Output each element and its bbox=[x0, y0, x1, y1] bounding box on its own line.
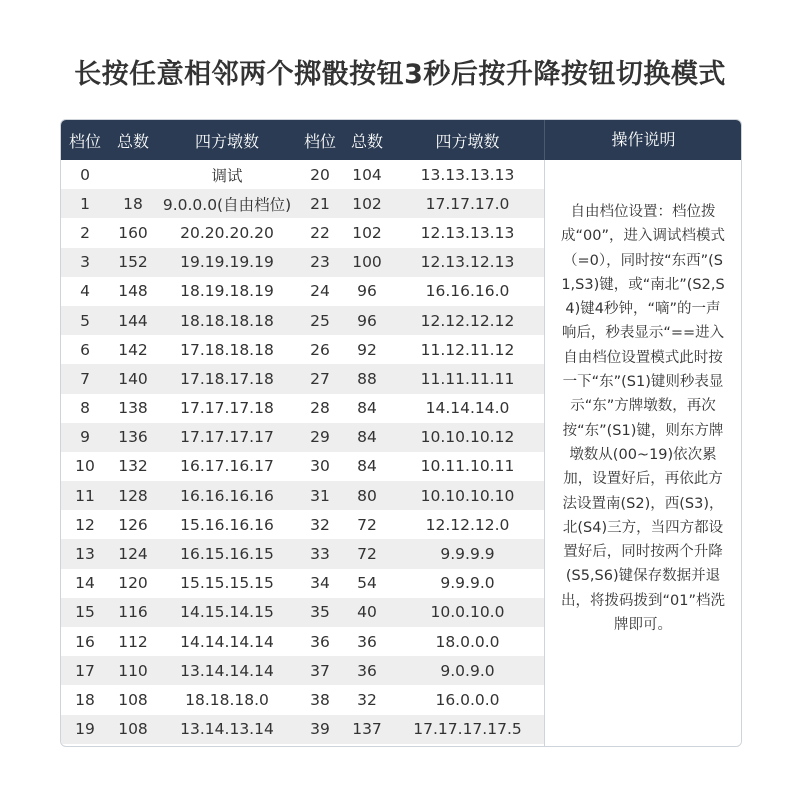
table-cell: 9.0.0.0(自由档位) bbox=[162, 195, 292, 214]
table-cell bbox=[109, 160, 157, 189]
table-cell: 104 bbox=[352, 165, 382, 184]
table-cell: 138 bbox=[118, 399, 148, 418]
table-row bbox=[61, 627, 544, 656]
table-row bbox=[61, 306, 544, 335]
table-cell: 调试 bbox=[211, 166, 243, 185]
header-stacks-2: 四方墩数 bbox=[435, 131, 500, 151]
table-cell: 17.17.17.17 bbox=[180, 428, 274, 447]
table-cell: 10.0.10.0 bbox=[430, 603, 505, 622]
table-cell: 140 bbox=[118, 369, 148, 388]
table-cell: 23 bbox=[310, 253, 330, 272]
table-cell: 18 bbox=[75, 690, 95, 709]
gear-table bbox=[61, 120, 544, 744]
table-header-row bbox=[61, 120, 544, 160]
table-row bbox=[61, 364, 544, 393]
table-cell: 9.9.9.9 bbox=[440, 545, 495, 564]
table-cell: 148 bbox=[118, 282, 148, 301]
header-total: 总数 bbox=[116, 131, 149, 151]
table-cell: 84 bbox=[357, 399, 377, 418]
table-cell: 17.18.18.18 bbox=[180, 340, 274, 359]
table-row bbox=[61, 335, 544, 364]
table-cell: 18.0.0.0 bbox=[435, 632, 500, 651]
table-cell: 13 bbox=[75, 545, 95, 564]
table-cell: 38 bbox=[310, 690, 330, 709]
table-cell: 26 bbox=[310, 340, 330, 359]
table-cell: 19 bbox=[75, 720, 95, 739]
table-cell: 16.16.16.0 bbox=[425, 282, 510, 301]
table-cell: 152 bbox=[118, 253, 148, 272]
table-cell: 142 bbox=[118, 340, 148, 359]
table-cell: 128 bbox=[118, 486, 148, 505]
table-row bbox=[61, 715, 544, 744]
table-row bbox=[61, 394, 544, 423]
table-row bbox=[61, 277, 544, 306]
table-cell: 32 bbox=[357, 690, 377, 709]
table-cell: 10.10.10.12 bbox=[420, 428, 515, 447]
table-cell: 136 bbox=[118, 428, 148, 447]
table-cell: 28 bbox=[310, 399, 330, 418]
table-cell: 11 bbox=[75, 486, 95, 505]
table-row bbox=[61, 510, 544, 539]
table-cell: 1 bbox=[80, 194, 90, 213]
table-cell: 16.0.0.0 bbox=[435, 690, 500, 709]
table-cell: 9 bbox=[80, 428, 90, 447]
table-cell: 10.11.10.11 bbox=[420, 457, 515, 476]
table-cell: 13.13.13.13 bbox=[420, 165, 515, 184]
table-cell: 16.17.16.17 bbox=[180, 457, 274, 476]
table-cell: 27 bbox=[310, 369, 330, 388]
table-cell: 100 bbox=[352, 253, 382, 272]
table-cell: 10 bbox=[75, 457, 95, 476]
table-cell: 34 bbox=[310, 574, 330, 593]
table-body bbox=[61, 160, 544, 744]
table-cell: 11.12.11.12 bbox=[420, 340, 515, 359]
table-cell: 20.20.20.20 bbox=[180, 223, 274, 242]
table-cell: 160 bbox=[118, 223, 148, 242]
table-cell: 33 bbox=[310, 545, 330, 564]
table-cell: 24 bbox=[310, 282, 330, 301]
table-cell: 108 bbox=[118, 690, 148, 709]
table-cell: 12.13.12.13 bbox=[420, 253, 515, 272]
table-cell: 6 bbox=[80, 340, 90, 359]
table-cell: 20 bbox=[310, 165, 330, 184]
table-cell: 36 bbox=[310, 632, 330, 651]
table-cell: 39 bbox=[310, 720, 330, 739]
table-cell: 12.13.13.13 bbox=[420, 223, 515, 242]
table-cell: 14.14.14.0 bbox=[425, 399, 510, 418]
table-cell: 17.17.17.18 bbox=[180, 399, 274, 418]
table-cell: 96 bbox=[357, 282, 377, 301]
header-stacks: 四方墩数 bbox=[194, 131, 259, 151]
table-cell: 102 bbox=[352, 194, 382, 213]
table-cell: 120 bbox=[118, 574, 148, 593]
table-cell: 13.14.14.14 bbox=[180, 661, 274, 680]
table-cell: 36 bbox=[357, 632, 377, 651]
table-cell: 8 bbox=[80, 399, 90, 418]
table-cell: 35 bbox=[310, 603, 330, 622]
table-cell: 80 bbox=[357, 486, 377, 505]
page-title: 长按任意相邻两个掷骰按钮3秒后按升降按钮切换模式 bbox=[74, 59, 726, 90]
table-cell: 132 bbox=[118, 457, 148, 476]
table-cell: 110 bbox=[118, 661, 148, 680]
table-row bbox=[61, 481, 544, 510]
table-cell: 18.18.18.18 bbox=[180, 311, 274, 330]
table-cell: 9.9.9.0 bbox=[440, 574, 495, 593]
table-row bbox=[61, 160, 544, 189]
table-row bbox=[61, 189, 544, 218]
table-row bbox=[61, 598, 544, 627]
table-cell: 112 bbox=[118, 632, 148, 651]
table-cell: 15 bbox=[75, 603, 95, 622]
table-cell: 88 bbox=[357, 369, 377, 388]
table-cell: 30 bbox=[310, 457, 330, 476]
table-cell: 72 bbox=[357, 545, 377, 564]
notes-text: 自由档位设置：档位拨成“00”，进入调试档模式（=0），同时按“东西”(S1,S3)键，或“南北”(S2,S4)键4秒钟，“嘀”的一声响后，秒表显示“==进入自由档位设置模式此时按一下“东”(S1)键则秒表显示“东”方牌墩数，再次按“东”(S1)键，则东方牌墩数从(00~19)依次累加，设置好后，再依此方法设置南(S2)，西(S3)，北(S4)三方，当四方都设置好后，同时按两个升降(S5,S6)键保存数据并退出，将拨码拨到“01”档洗牌即可。 bbox=[544, 160, 741, 746]
table-cell: 0 bbox=[80, 165, 90, 184]
table-cell: 17 bbox=[75, 661, 95, 680]
table-cell: 72 bbox=[357, 515, 377, 534]
header-gear: 档位 bbox=[68, 131, 101, 151]
table-row bbox=[61, 539, 544, 568]
table-cell: 18 bbox=[123, 194, 143, 213]
table-row bbox=[61, 248, 544, 277]
table-cell: 9.0.9.0 bbox=[440, 661, 495, 680]
table-row bbox=[61, 685, 544, 714]
table-cell: 37 bbox=[310, 661, 330, 680]
table-cell: 126 bbox=[118, 515, 148, 534]
table-row bbox=[61, 452, 544, 481]
table-cell: 17.18.17.18 bbox=[180, 369, 274, 388]
table-cell: 108 bbox=[118, 720, 148, 739]
table-cell: 7 bbox=[80, 369, 90, 388]
table-cell: 40 bbox=[357, 603, 377, 622]
table-cell: 12.12.12.0 bbox=[425, 515, 510, 534]
gear-table-container bbox=[60, 119, 742, 747]
table-cell: 22 bbox=[310, 223, 330, 242]
table-cell: 10.10.10.10 bbox=[420, 486, 515, 505]
table-cell: 3 bbox=[80, 253, 90, 272]
table-cell: 4 bbox=[80, 282, 90, 301]
table-cell: 36 bbox=[357, 661, 377, 680]
table-cell: 96 bbox=[357, 311, 377, 330]
table-cell: 14 bbox=[75, 574, 95, 593]
table-cell: 116 bbox=[118, 603, 148, 622]
table-cell: 29 bbox=[310, 428, 330, 447]
table-cell: 12.12.12.12 bbox=[420, 311, 515, 330]
table-row bbox=[61, 423, 544, 452]
table-cell: 137 bbox=[352, 720, 382, 739]
table-cell: 15.16.16.16 bbox=[180, 515, 274, 534]
table-cell: 14.14.14.14 bbox=[180, 632, 274, 651]
table-cell: 18.19.18.19 bbox=[180, 282, 274, 301]
table-cell: 18.18.18.0 bbox=[185, 690, 269, 709]
table-cell: 31 bbox=[310, 486, 330, 505]
table-cell: 14.15.14.15 bbox=[180, 603, 274, 622]
table-cell: 16.16.16.16 bbox=[180, 486, 274, 505]
table-cell: 5 bbox=[80, 311, 90, 330]
table-cell: 124 bbox=[118, 545, 148, 564]
table-cell: 21 bbox=[310, 194, 330, 213]
table-cell: 12 bbox=[75, 515, 95, 534]
table-cell: 32 bbox=[310, 515, 330, 534]
table-cell: 2 bbox=[80, 223, 90, 242]
table-cell: 17.17.17.17.5 bbox=[413, 720, 522, 739]
table-cell: 84 bbox=[357, 457, 377, 476]
table-cell: 144 bbox=[118, 311, 148, 330]
table-cell: 92 bbox=[357, 340, 377, 359]
table-cell: 54 bbox=[357, 574, 377, 593]
table-row bbox=[61, 569, 544, 598]
table-cell: 25 bbox=[310, 311, 330, 330]
table-row bbox=[61, 218, 544, 247]
table-cell: 17.17.17.0 bbox=[425, 194, 510, 213]
table-cell: 102 bbox=[352, 223, 382, 242]
table-cell: 13.14.13.14 bbox=[180, 720, 274, 739]
table-cell: 84 bbox=[357, 428, 377, 447]
table-cell: 11.11.11.11 bbox=[420, 369, 515, 388]
header-total-2: 总数 bbox=[350, 131, 383, 151]
table-cell: 19.19.19.19 bbox=[180, 253, 274, 272]
header-gear-2: 档位 bbox=[303, 131, 336, 151]
notes-header: 操作说明 bbox=[544, 120, 742, 160]
table-row bbox=[61, 656, 544, 685]
table-cell: 15.15.15.15 bbox=[180, 574, 274, 593]
table-cell: 16 bbox=[75, 632, 95, 651]
table-cell: 16.15.16.15 bbox=[180, 545, 274, 564]
